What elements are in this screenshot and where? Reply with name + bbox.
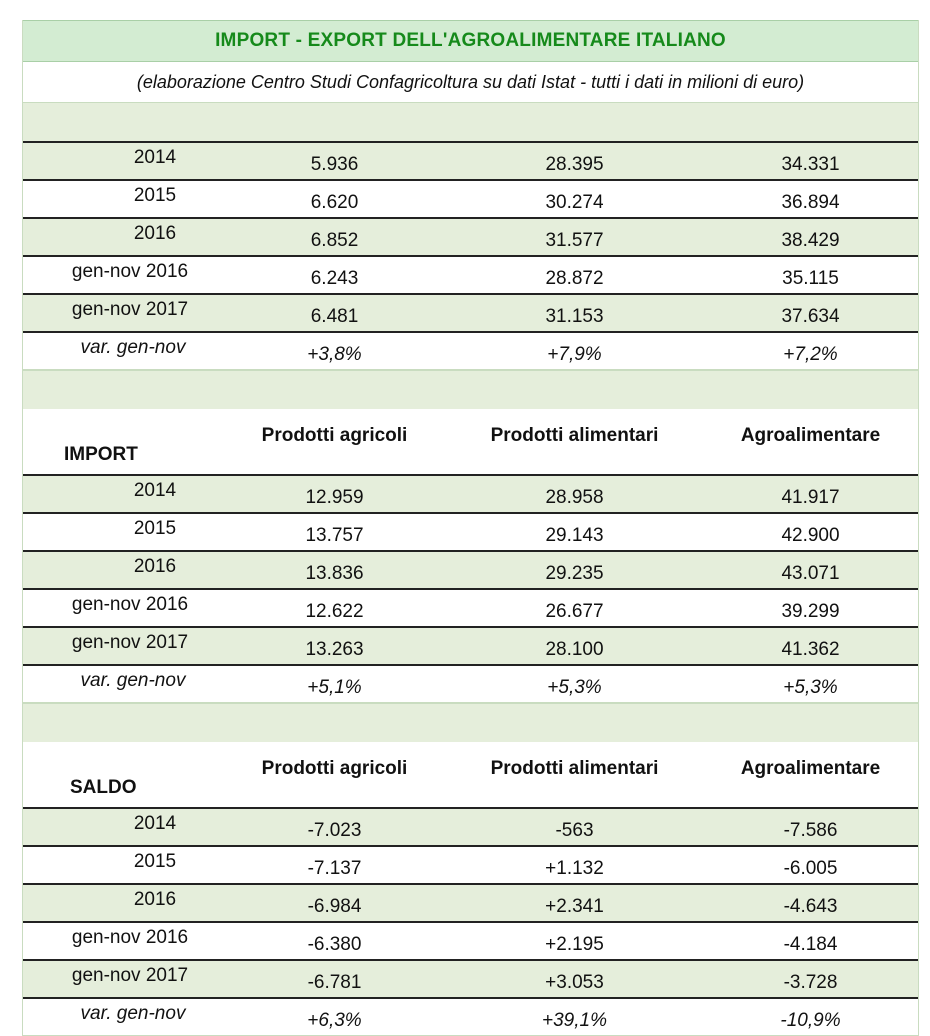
import-spacer	[22, 370, 919, 409]
table-row	[22, 333, 919, 370]
cell-agroalimentare: 36.894	[781, 192, 840, 213]
cell-agroalimentare: 42.900	[781, 525, 840, 546]
row-label: gen-nov 2017	[71, 299, 189, 320]
saldo-header-row	[22, 742, 919, 809]
row-label: 2016	[133, 889, 177, 910]
export-section	[22, 143, 919, 370]
cell-alimentari: 31.153	[545, 306, 604, 327]
cell-agroalimentare: -3.728	[783, 972, 838, 993]
cell-agroalimentare: 41.362	[781, 639, 840, 660]
cell-agricoli: +5,1%	[307, 677, 362, 698]
cell-agricoli: 6.852	[310, 230, 359, 251]
cell-agricoli: -6.380	[307, 934, 362, 955]
table-row	[22, 295, 919, 333]
table-row	[22, 590, 919, 628]
cell-agricoli: +3,8%	[307, 344, 362, 365]
table-row	[22, 552, 919, 590]
table-row	[22, 885, 919, 923]
table-row	[22, 476, 919, 514]
cell-agroalimentare: 39.299	[781, 601, 840, 622]
header-agricoli: Prodotti agricoli	[261, 425, 408, 446]
cell-agroalimentare: -10,9%	[780, 1010, 841, 1031]
cell-alimentari: 29.235	[545, 563, 604, 584]
cell-agroalimentare: -7.586	[783, 820, 838, 841]
row-label: 2015	[133, 518, 177, 539]
table-title: IMPORT - EXPORT DELL'AGROALIMENTARE ITALIANO	[22, 20, 919, 62]
section-label: SALDO	[70, 777, 137, 798]
row-label: 2014	[133, 480, 177, 501]
cell-agroalimentare: 43.071	[781, 563, 840, 584]
cell-agricoli: 6.481	[310, 306, 359, 327]
row-label: gen-nov 2016	[71, 927, 189, 948]
header-alimentari: Prodotti alimentari	[490, 425, 659, 446]
table-row	[22, 257, 919, 295]
cell-agroalimentare: -4.184	[783, 934, 838, 955]
row-label: var. gen-nov	[80, 1003, 186, 1024]
row-label: var. gen-nov	[80, 670, 186, 691]
section-label: IMPORT	[64, 444, 138, 465]
cell-agricoli: +6,3%	[307, 1010, 362, 1031]
row-label: 2014	[133, 147, 177, 168]
row-label: gen-nov 2016	[71, 261, 189, 282]
cell-agricoli: -7.137	[307, 858, 362, 879]
cell-alimentari: +7,9%	[547, 344, 602, 365]
cell-alimentari: 28.872	[545, 268, 604, 289]
table-row	[22, 961, 919, 999]
cell-agricoli: 12.622	[305, 601, 364, 622]
cell-alimentari: 28.395	[545, 154, 604, 175]
saldo-section	[22, 742, 919, 1036]
cell-agroalimentare: -6.005	[783, 858, 838, 879]
import-header-row	[22, 409, 919, 476]
cell-agricoli: 13.757	[305, 525, 364, 546]
cell-agroalimentare: 35.115	[782, 268, 839, 289]
cell-alimentari: 31.577	[545, 230, 604, 251]
cell-alimentari: +2.195	[545, 934, 604, 955]
cell-alimentari: 29.143	[545, 525, 604, 546]
row-label: gen-nov 2017	[71, 965, 189, 986]
cell-agricoli: -6.984	[307, 896, 362, 917]
header-alimentari: Prodotti alimentari	[490, 758, 659, 779]
cell-agroalimentare: 37.634	[781, 306, 840, 327]
cell-alimentari: 28.958	[545, 487, 604, 508]
table-row	[22, 143, 919, 181]
header-agricoli: Prodotti agricoli	[261, 758, 408, 779]
cell-agricoli: 6.620	[310, 192, 359, 213]
table-row	[22, 628, 919, 666]
row-label: 2016	[133, 223, 177, 244]
row-label: gen-nov 2016	[71, 594, 189, 615]
cell-alimentari: +3.053	[545, 972, 604, 993]
cell-agricoli: -6.781	[307, 972, 362, 993]
cell-alimentari: +1.132	[545, 858, 604, 879]
cell-agroalimentare: 41.917	[781, 487, 840, 508]
cell-alimentari: +5,3%	[547, 677, 602, 698]
cell-alimentari: 30.274	[545, 192, 604, 213]
cell-agroalimentare: +5,3%	[783, 677, 838, 698]
row-label: var. gen-nov	[80, 337, 186, 358]
trade-table	[22, 20, 919, 1036]
header-agroalimentare: Agroalimentare	[740, 758, 881, 779]
cell-alimentari: +2.341	[545, 896, 604, 917]
cell-agricoli: 13.836	[305, 563, 364, 584]
cell-alimentari: 26.677	[545, 601, 604, 622]
cell-agroalimentare: +7,2%	[783, 344, 838, 365]
table-row	[22, 847, 919, 885]
header-agroalimentare: Agroalimentare	[740, 425, 881, 446]
import-section	[22, 409, 919, 703]
table-subtitle: (elaborazione Centro Studi Confagricoltura su dati Istat - tutti i dati in milioni di euro)	[136, 71, 805, 92]
table-row	[22, 809, 919, 847]
table-row	[22, 666, 919, 703]
table-row	[22, 514, 919, 552]
export-header-spacer	[22, 102, 919, 143]
cell-alimentari: +39,1%	[542, 1010, 607, 1031]
cell-alimentari: 28.100	[545, 639, 604, 660]
cell-agricoli: -7.023	[307, 820, 362, 841]
row-label: 2015	[133, 851, 177, 872]
saldo-spacer	[22, 703, 919, 742]
cell-agroalimentare: 38.429	[781, 230, 840, 251]
cell-agroalimentare: -4.643	[783, 896, 838, 917]
cell-agricoli: 6.243	[310, 268, 359, 289]
cell-agricoli: 5.936	[310, 154, 359, 175]
table-row	[22, 219, 919, 257]
row-label: 2014	[133, 813, 177, 834]
table-row	[22, 181, 919, 219]
row-label: 2016	[133, 556, 177, 577]
cell-agricoli: 12.959	[305, 487, 364, 508]
row-label: gen-nov 2017	[71, 632, 189, 653]
cell-alimentari: -563	[555, 820, 594, 841]
table-row	[22, 923, 919, 961]
table-row	[22, 999, 919, 1036]
row-label: 2015	[133, 185, 177, 206]
cell-agricoli: 13.263	[305, 639, 364, 660]
cell-agroalimentare: 34.331	[781, 154, 840, 175]
